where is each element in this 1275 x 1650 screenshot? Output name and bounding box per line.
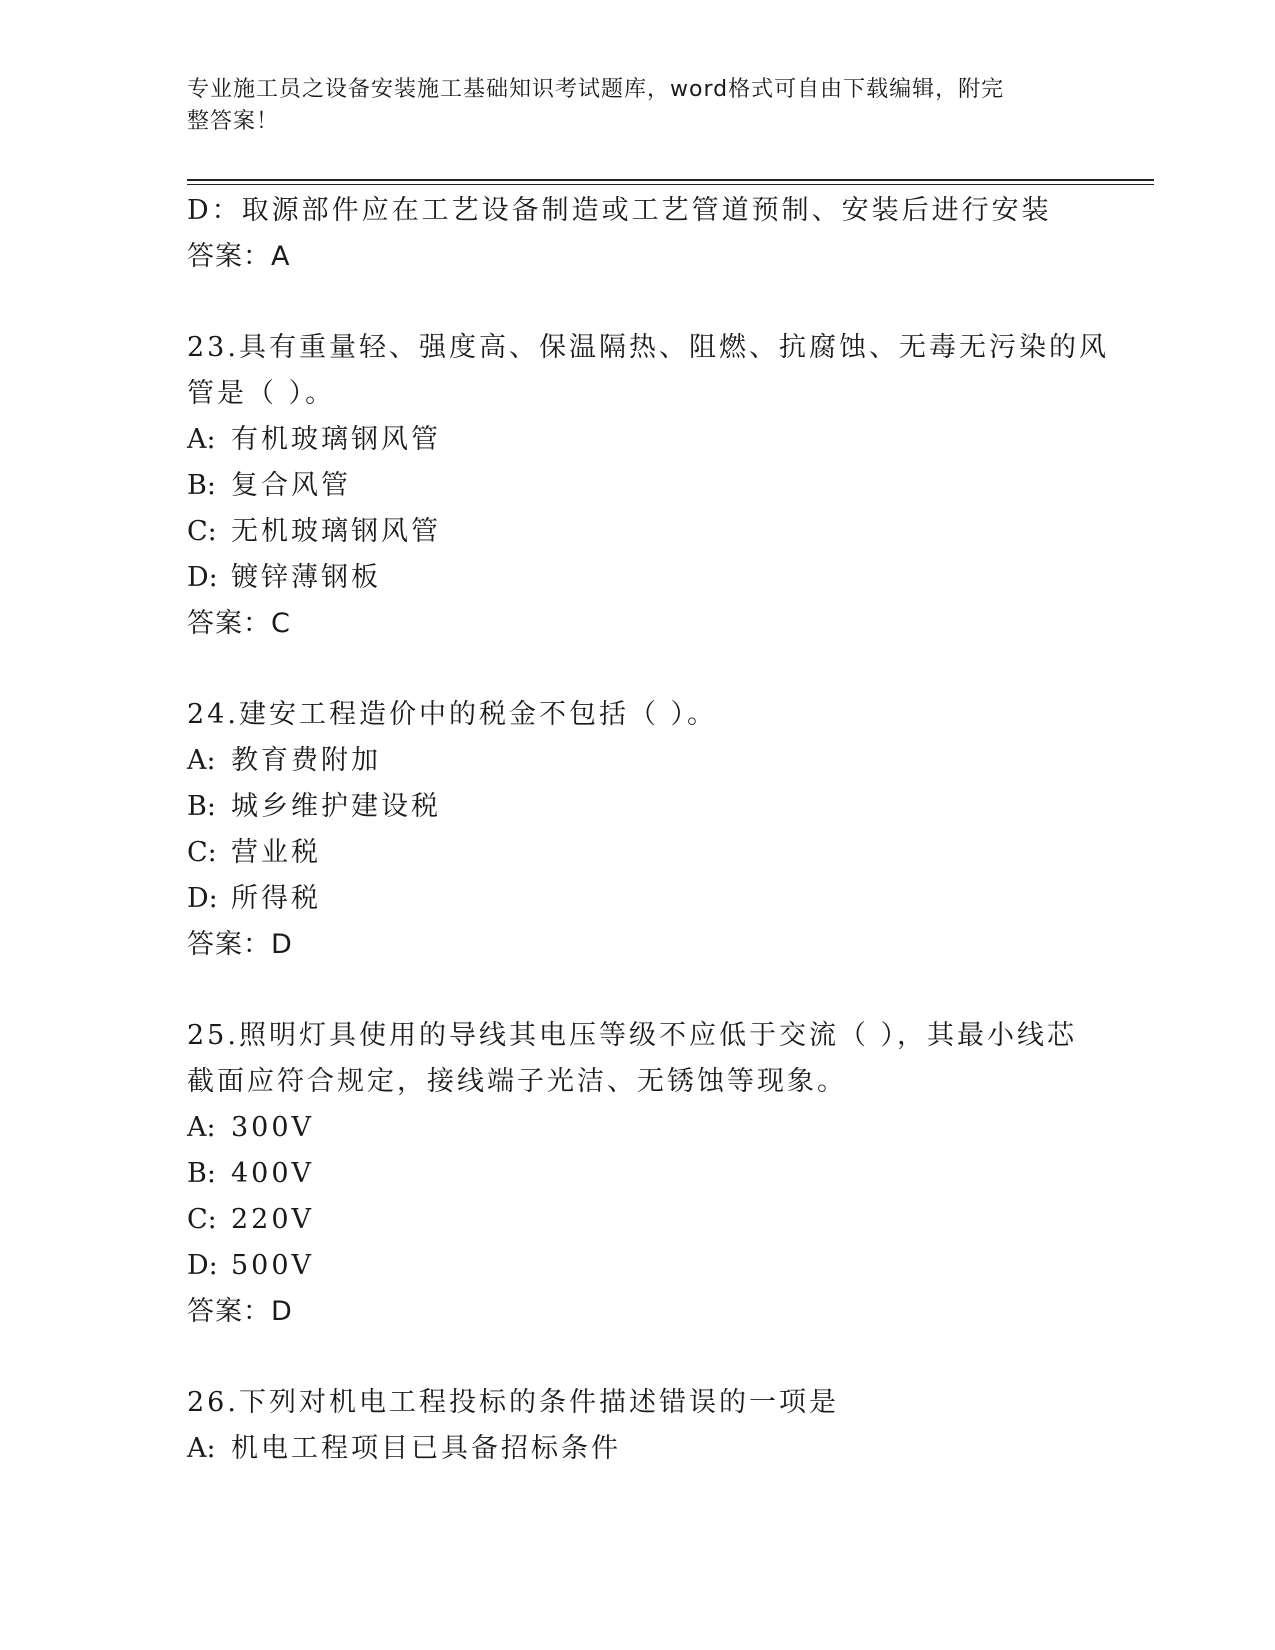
question-26 [187, 1380, 1087, 1472]
question-text: 25.照明灯具使用的导线其电压等级不应低于交流（ ），其最小线芯 [187, 1020, 1078, 1051]
option-letter: B: [187, 470, 216, 501]
option-letter: C: [187, 1204, 217, 1235]
question-text-cont: 截面应符合规定，接线端子光洁、无锈蚀等现象。 [187, 1066, 847, 1097]
answer-label: 答案：C [187, 608, 291, 639]
option-text: 220V [231, 1204, 315, 1235]
document-header [187, 74, 1067, 138]
option-text: 教育费附加 [231, 745, 381, 776]
option-letter: C: [187, 516, 217, 547]
spacer [187, 968, 1087, 1013]
question-24 [187, 692, 1087, 968]
answer-label: 答案：A [187, 241, 291, 272]
question-23 [187, 325, 1109, 647]
option-letter: B: [187, 791, 216, 822]
option-text: 500V [231, 1250, 315, 1281]
answer-label: 答案：D [187, 1296, 293, 1327]
option-letter: D: [187, 883, 218, 914]
option-text: 城乡维护建设税 [231, 791, 441, 822]
question-text: 26.下列对机电工程投标的条件描述错误的一项是 [187, 1387, 839, 1418]
option-a [187, 1105, 1087, 1151]
spacer [187, 647, 1087, 692]
answer-label: 答案：D [187, 929, 293, 960]
header-divider-thick [187, 179, 1154, 181]
option-letter: A: [187, 1433, 216, 1464]
option-letter: D: [187, 562, 218, 593]
header-line-1: 专业施工员之设备安装施工基础知识考试题库，word格式可自由下载编辑，附完 [187, 77, 1005, 102]
option-text: 300V [231, 1112, 315, 1143]
option-b [187, 463, 1087, 509]
question-list [187, 188, 1109, 1472]
option-text: 营业税 [231, 837, 321, 868]
option-letter: C: [187, 837, 217, 868]
header-line-2: 整答案！ [187, 109, 280, 134]
option-b [187, 1151, 1087, 1197]
header-divider-thin [187, 184, 1154, 185]
option-letter: A: [187, 1112, 216, 1143]
option-text: 400V [231, 1158, 315, 1189]
option-d [187, 1243, 1087, 1289]
spacer [187, 280, 1087, 325]
option-text: 复合风管 [231, 470, 351, 501]
option-a [187, 417, 1087, 463]
option-c [187, 830, 1087, 876]
option-text: 所得税 [231, 883, 321, 914]
option-text: 无机玻璃钢风管 [231, 516, 441, 547]
option-c [187, 1197, 1087, 1243]
option-letter: A: [187, 424, 216, 455]
option-a [187, 738, 1087, 784]
question-22-tail [187, 188, 1087, 280]
option-b [187, 784, 1087, 830]
question-text-cont: 管是（ ）。 [187, 378, 336, 409]
option-text: 镀锌薄钢板 [231, 562, 381, 593]
option-letter: A: [187, 745, 216, 776]
question-text: 24.建安工程造价中的税金不包括（ ）。 [187, 699, 718, 730]
option-c [187, 509, 1087, 555]
option-text: 有机玻璃钢风管 [231, 424, 441, 455]
question-25 [187, 1013, 1087, 1335]
option-d [187, 555, 1087, 601]
option-d [187, 876, 1087, 922]
option-letter: B: [187, 1158, 216, 1189]
option-d: D：取源部件应在工艺设备制造或工艺管道预制、安装后进行安装 [187, 195, 1052, 226]
spacer [187, 1335, 1087, 1380]
question-text: 23.具有重量轻、强度高、保温隔热、阻燃、抗腐蚀、无毒无污染的风 [187, 332, 1109, 363]
option-a [187, 1426, 1087, 1472]
option-text: 机电工程项目已具备招标条件 [231, 1433, 621, 1464]
option-letter: D: [187, 1250, 218, 1281]
